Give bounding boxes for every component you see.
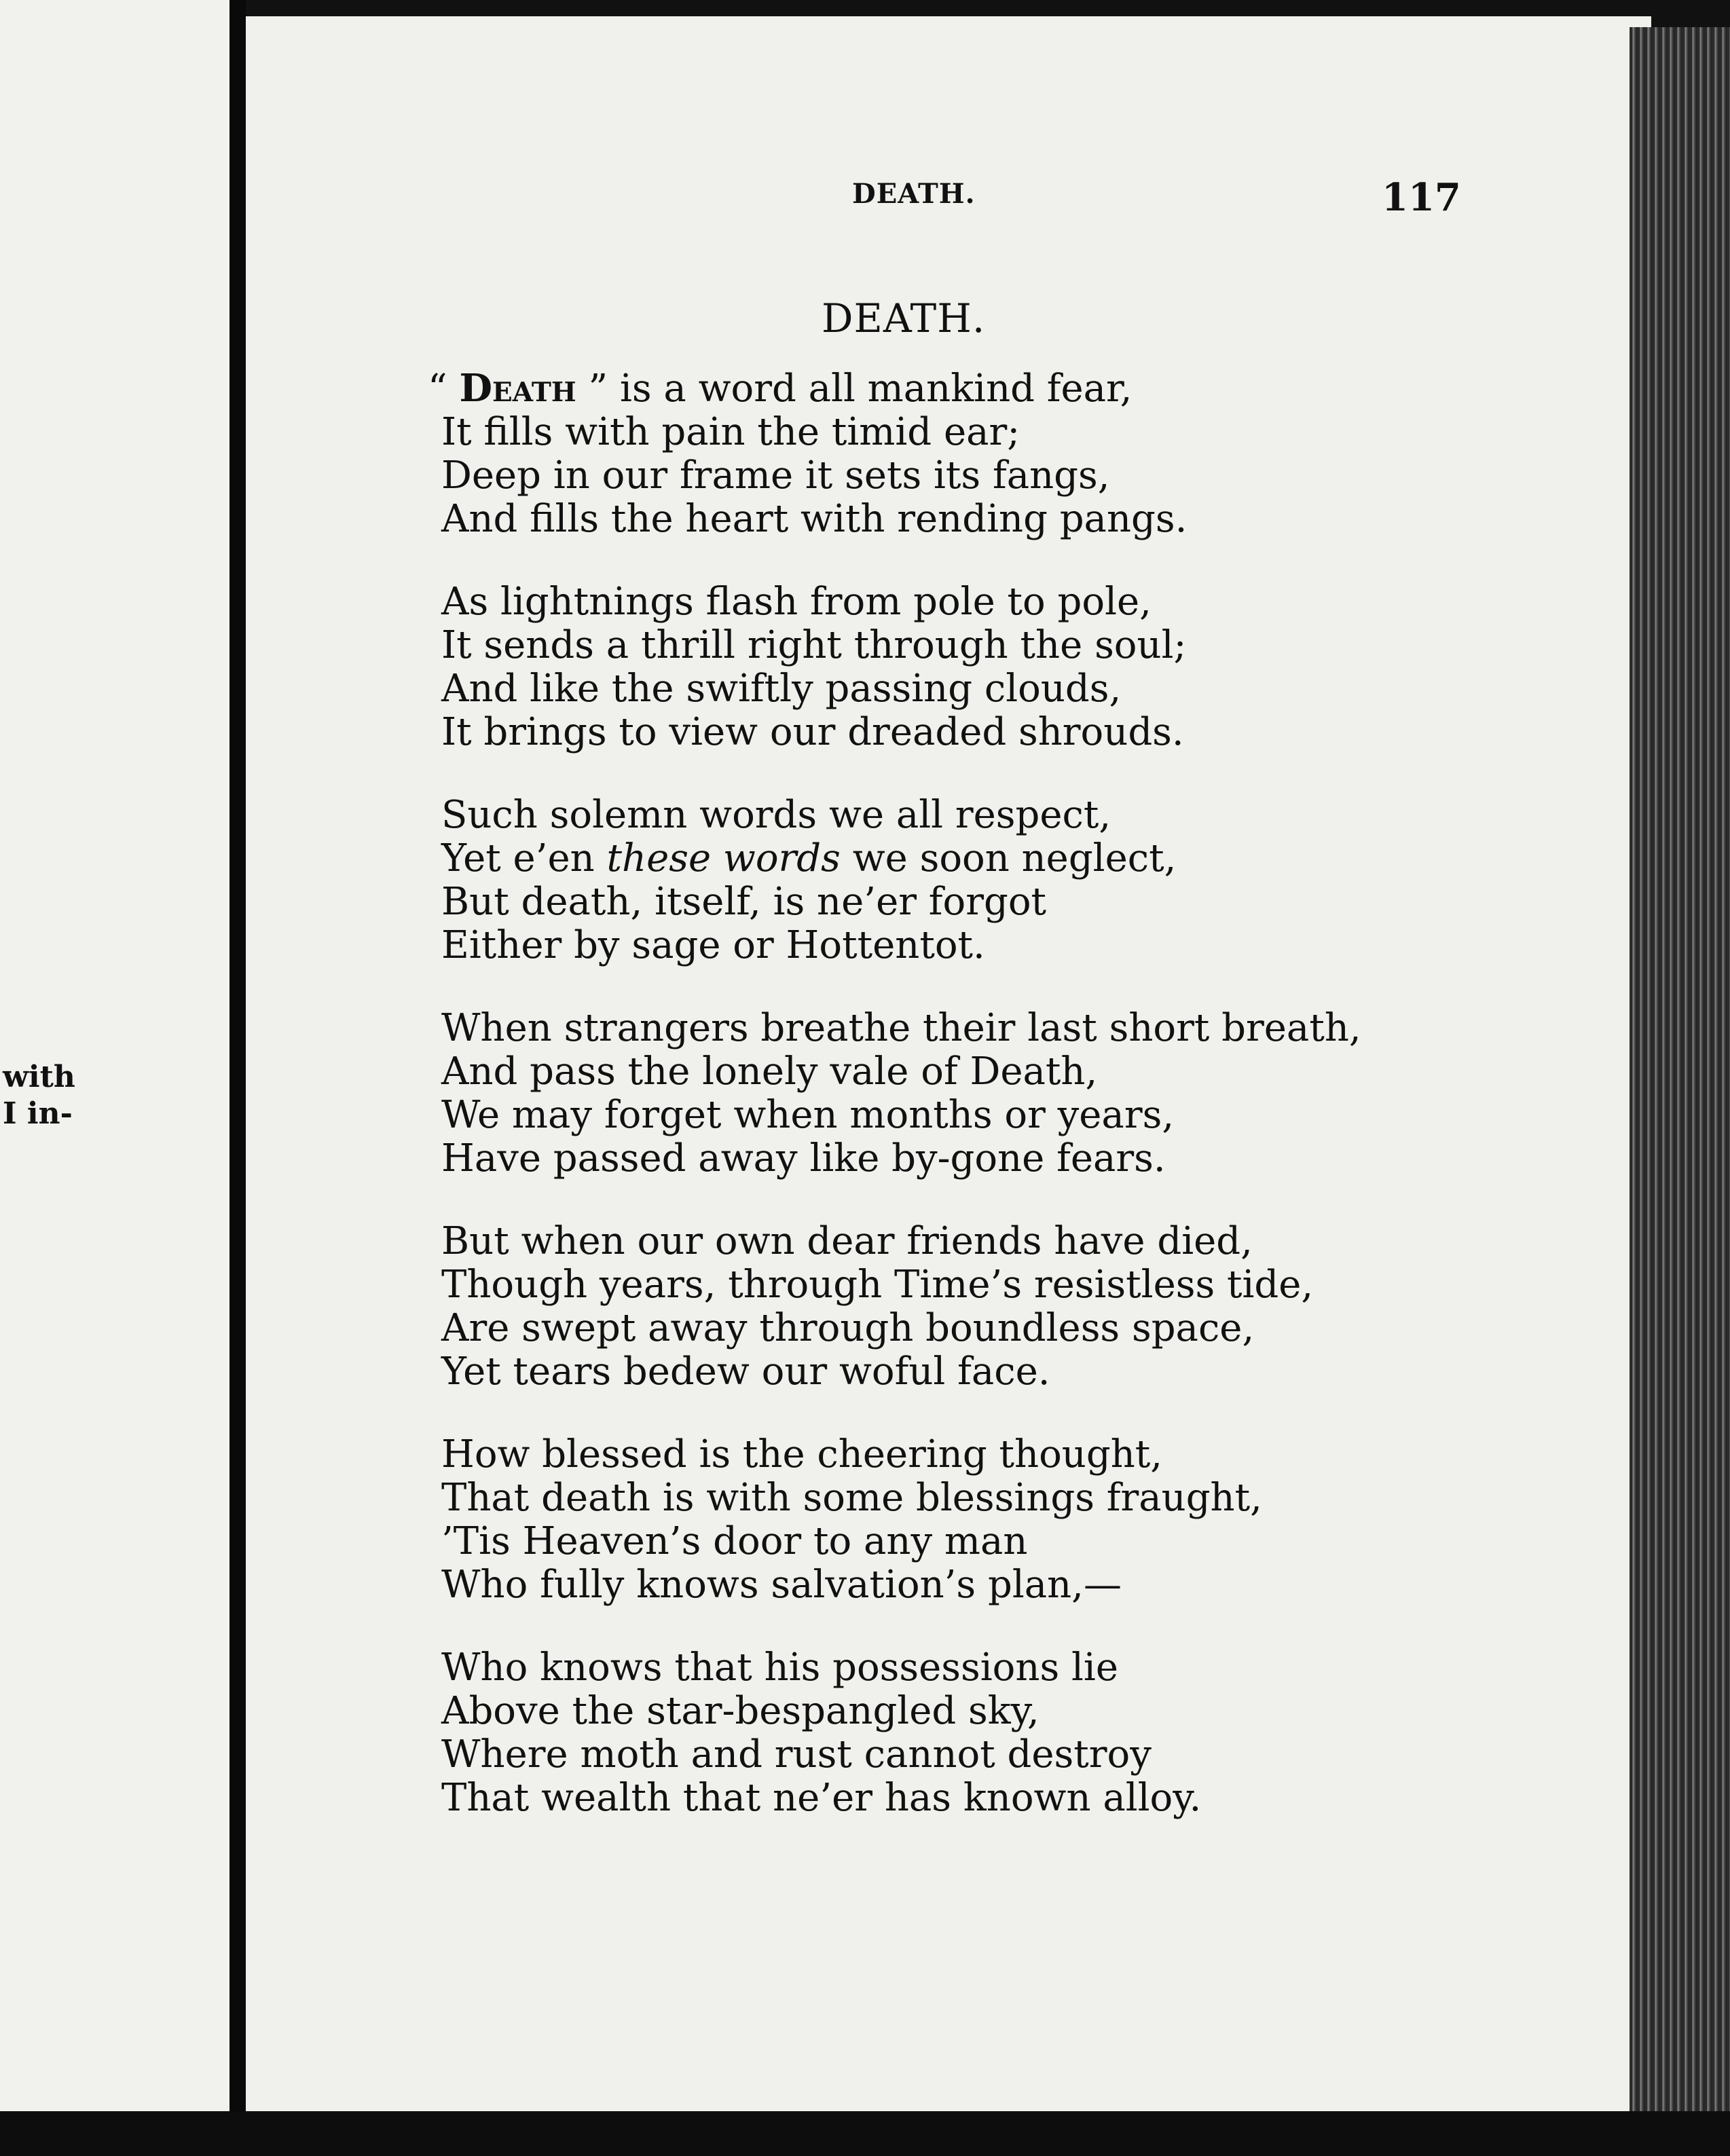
line-rest: ” is a word all mankind fear, <box>576 367 1133 411</box>
line-part: Yet e’en <box>441 836 607 880</box>
poem-line: It brings to view our dreaded shrouds. <box>441 710 1184 754</box>
poem-line: But death, itself, is ne’er forgot <box>441 880 1047 924</box>
stanza-7 <box>441 1646 1392 1820</box>
poem-line: We may forget when months or years, <box>441 1093 1175 1137</box>
stanza-3 <box>441 794 1392 967</box>
poem-line: Either by sage or Hottentot. <box>441 923 985 967</box>
poem-line: Who fully knows salvation’s plan,— <box>441 1563 1122 1607</box>
poem-line <box>428 367 1392 411</box>
stanza-4 <box>441 1007 1392 1181</box>
poem-body <box>428 366 1392 1859</box>
poem-line: Are swept away through boundless space, <box>441 1306 1255 1350</box>
small-caps-word: Death <box>459 366 576 411</box>
page-number: 117 <box>1382 175 1461 220</box>
scan-bottom-border <box>0 2111 1730 2156</box>
poem-line: That death is with some blessings fraught, <box>441 1476 1262 1520</box>
open-quote: “ <box>428 367 460 411</box>
poem-line: Such solemn words we all respect, <box>441 793 1111 837</box>
poem-line: Yet tears bedew our woful face. <box>441 1350 1050 1394</box>
poem-line: As lightnings flash from pole to pole, <box>441 580 1152 624</box>
poem-line: ’Tis Heaven’s door to any man <box>441 1519 1028 1563</box>
poem-line: It fills with pain the timid ear; <box>441 410 1020 454</box>
poem-line: And pass the lonely vale of Death, <box>441 1049 1098 1094</box>
stanza-6 <box>441 1433 1392 1607</box>
poem-line: It sends a thrill right through the soul; <box>441 623 1187 667</box>
facing-page-left <box>0 0 229 2125</box>
poem-line: Though years, through Time’s resistless tide, <box>441 1263 1314 1307</box>
poem-title: DEATH. <box>822 295 986 341</box>
poem-line: How blessed is the cheering thought, <box>441 1432 1163 1476</box>
italic-phrase: these words <box>606 836 841 880</box>
poem-line <box>441 837 1392 880</box>
poem-line: Deep in our frame it sets its fangs, <box>441 453 1110 498</box>
stanza-1 <box>428 366 1392 541</box>
poem-line: Have passed away like by-gone fears. <box>441 1136 1166 1181</box>
poem-line: And like the swiftly passing clouds, <box>441 667 1122 711</box>
poem-line: When strangers breathe their last short breath, <box>441 1006 1361 1050</box>
fragment-line: I in- <box>3 1096 73 1131</box>
running-head: DEATH. <box>852 178 976 210</box>
book-gutter <box>229 0 246 2156</box>
poem-line: Above the star-bespangled sky, <box>441 1689 1039 1733</box>
stanza-5 <box>441 1220 1392 1394</box>
facing-page-text-fragment <box>3 1059 75 1132</box>
line-part: we soon neglect, <box>840 836 1177 880</box>
fragment-line: with <box>3 1060 75 1094</box>
poem-line: But when our own dear friends have died, <box>441 1219 1253 1263</box>
poem-line: That wealth that ne’er has known alloy. <box>441 1776 1202 1820</box>
poem-line: Who knows that his possessions lie <box>441 1646 1118 1690</box>
poem-line: And fills the heart with rending pangs. <box>441 497 1188 541</box>
page-edges <box>1630 27 1730 2132</box>
poem-line: Where moth and rust cannot destroy <box>441 1732 1152 1777</box>
stanza-2 <box>441 580 1392 754</box>
